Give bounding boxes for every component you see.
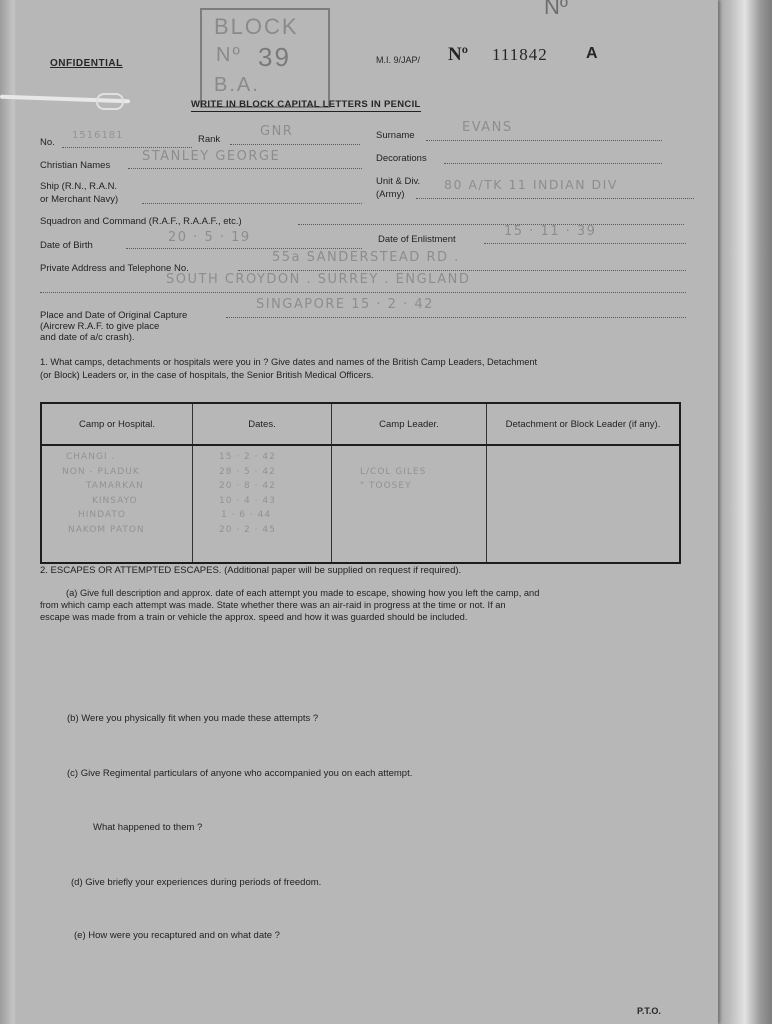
number-symbol: Nº bbox=[448, 44, 468, 65]
document-page bbox=[16, 0, 718, 1024]
leaders-cell bbox=[332, 445, 487, 563]
camp-entry: NAKOM PATON bbox=[68, 524, 145, 535]
address-label: Private Address and Telephone No. bbox=[40, 263, 189, 274]
surname-label: Surname bbox=[376, 130, 415, 141]
detachment-entry bbox=[493, 523, 673, 538]
detachment-cell bbox=[487, 445, 681, 563]
camp-entry: KINSAYO bbox=[92, 495, 138, 506]
christian-names-label: Christian Names bbox=[40, 160, 111, 171]
detachment-entry bbox=[493, 479, 673, 494]
camps-cell bbox=[41, 445, 193, 563]
section1-line1: 1. What camps, detachments or hospitals were you in ? Give dates and names of the British Camp Leaders, Detachment bbox=[40, 357, 538, 367]
capture-label-2: (Aircrew R.A.F. to give place bbox=[40, 321, 160, 332]
detachment-entry bbox=[493, 494, 673, 509]
reference-label: M.I. 9/JAP/ bbox=[376, 55, 421, 65]
question-a-line1: (a) Give full description and approx. date of each attempt you made to escape, showing how you left the camp, and bbox=[66, 588, 540, 598]
dob-label: Date of Birth bbox=[40, 240, 93, 251]
detachment-entry bbox=[493, 450, 673, 465]
question-d: (d) Give briefly your experiences during periods of freedom. bbox=[71, 877, 322, 888]
question-a-line3: escape was made from a train or vehicle the approx. speed and how it was guarded should be included. bbox=[40, 612, 468, 622]
date-entry: 20 · 8 · 42 bbox=[219, 481, 276, 491]
unit-label-2: (Army) bbox=[376, 189, 405, 200]
rank-label: Rank bbox=[198, 134, 221, 145]
leader-entry bbox=[338, 508, 480, 523]
detachment-entry bbox=[493, 508, 673, 523]
capture-label-1: Place and Date of Original Capture bbox=[40, 310, 188, 321]
table-row bbox=[41, 445, 680, 563]
camp-entry: NON - PLADUK bbox=[62, 466, 140, 477]
christian-names-value: STANLEY GEORGE bbox=[142, 149, 281, 164]
no-value: 1516181 bbox=[72, 130, 124, 141]
header-detachment: Detachment or Block Leader (if any). bbox=[487, 403, 681, 445]
unit-label-1: Unit & Div. bbox=[376, 176, 421, 187]
dob-value: 20 · 5 · 19 bbox=[168, 230, 251, 245]
header-camp: Camp or Hospital. bbox=[41, 403, 193, 445]
rank-value: GNR bbox=[260, 124, 294, 139]
capture-value: SINGAPORE 15 · 2 · 42 bbox=[256, 297, 434, 312]
ship-label-1: Ship (R.N., R.A.N. bbox=[40, 181, 118, 192]
header-leader: Camp Leader. bbox=[332, 403, 487, 445]
stamp-block-text: BLOCK bbox=[214, 14, 299, 39]
date-entry: 1 · 6 · 44 bbox=[221, 510, 272, 520]
block-stamp bbox=[200, 8, 330, 108]
section1-line2: (or Block) Leaders or, in the case of hospitals, the Senior British Medical Officers. bbox=[40, 370, 374, 380]
leader-entry: " TOOSEY bbox=[360, 481, 412, 491]
question-b: (b) Were you physically fit when you made these attempts ? bbox=[67, 713, 319, 724]
question-e: (e) How were you recaptured and on what date ? bbox=[74, 930, 280, 941]
confidential-label: ONFIDENTIAL bbox=[50, 58, 123, 69]
detachment-entry bbox=[493, 465, 673, 480]
camp-entry: HINDATO bbox=[78, 510, 126, 520]
leader-entry bbox=[338, 450, 480, 465]
leader-entry: L/COL GILES bbox=[360, 466, 427, 477]
capture-label-3: and date of a/c crash). bbox=[40, 332, 135, 343]
document-suffix: A bbox=[586, 45, 598, 62]
stamp-number: 39 bbox=[258, 42, 291, 72]
camp-entry: TAMARKAN bbox=[86, 481, 144, 491]
string-knot bbox=[96, 93, 124, 110]
decorations-label: Decorations bbox=[376, 153, 427, 164]
surname-value: EVANS bbox=[462, 120, 513, 135]
camp-entry: CHANGI . bbox=[66, 452, 116, 462]
enlistment-value: 15 · 11 · 39 bbox=[504, 224, 597, 239]
table-header-row bbox=[41, 403, 680, 445]
leader-entry bbox=[338, 523, 480, 538]
instruction-heading: WRITE IN BLOCK CAPITAL LETTERS IN PENCIL bbox=[191, 99, 421, 110]
stamp-ba-text: B.A. bbox=[214, 74, 260, 96]
dates-cell bbox=[193, 445, 332, 563]
camps-table bbox=[40, 402, 681, 564]
ship-label-2: or Merchant Navy) bbox=[40, 194, 119, 205]
address-line-1: 55a SANDERSTEAD RD . bbox=[272, 250, 460, 265]
pto-label: P.T.O. bbox=[637, 1006, 661, 1016]
section2-title: 2. ESCAPES OR ATTEMPTED ESCAPES. (Additional paper will be supplied on request if required). bbox=[40, 565, 462, 576]
corner-mark: Nº bbox=[544, 0, 568, 19]
question-c-followup: What happened to them ? bbox=[93, 822, 203, 833]
squadron-label: Squadron and Command (R.A.F., R.A.A.F., etc.) bbox=[40, 216, 242, 227]
question-c: (c) Give Regimental particulars of anyone who accompanied you on each attempt. bbox=[67, 768, 413, 779]
unit-value: 80 A/TK 11 INDIAN DIV bbox=[444, 177, 618, 192]
no-label: No. bbox=[40, 137, 55, 148]
stamp-no-text: Nº bbox=[216, 44, 242, 66]
date-entry: 10 · 4 · 43 bbox=[219, 495, 276, 506]
address-line-2: SOUTH CROYDON . SURREY . ENGLAND bbox=[166, 272, 471, 287]
header-dates: Dates. bbox=[193, 403, 332, 445]
question-a-line2: from which camp each attempt was made. State whether there was an air-raid in progress at the time or not. If an bbox=[40, 600, 506, 610]
date-entry: 28 · 5 · 42 bbox=[219, 466, 276, 477]
date-entry: 15 · 2 · 42 bbox=[219, 452, 276, 462]
leader-entry bbox=[338, 494, 480, 509]
enlistment-label: Date of Enlistment bbox=[378, 234, 456, 245]
document-number: 111842 bbox=[492, 45, 548, 64]
date-entry: 20 · 2 · 45 bbox=[219, 524, 276, 535]
